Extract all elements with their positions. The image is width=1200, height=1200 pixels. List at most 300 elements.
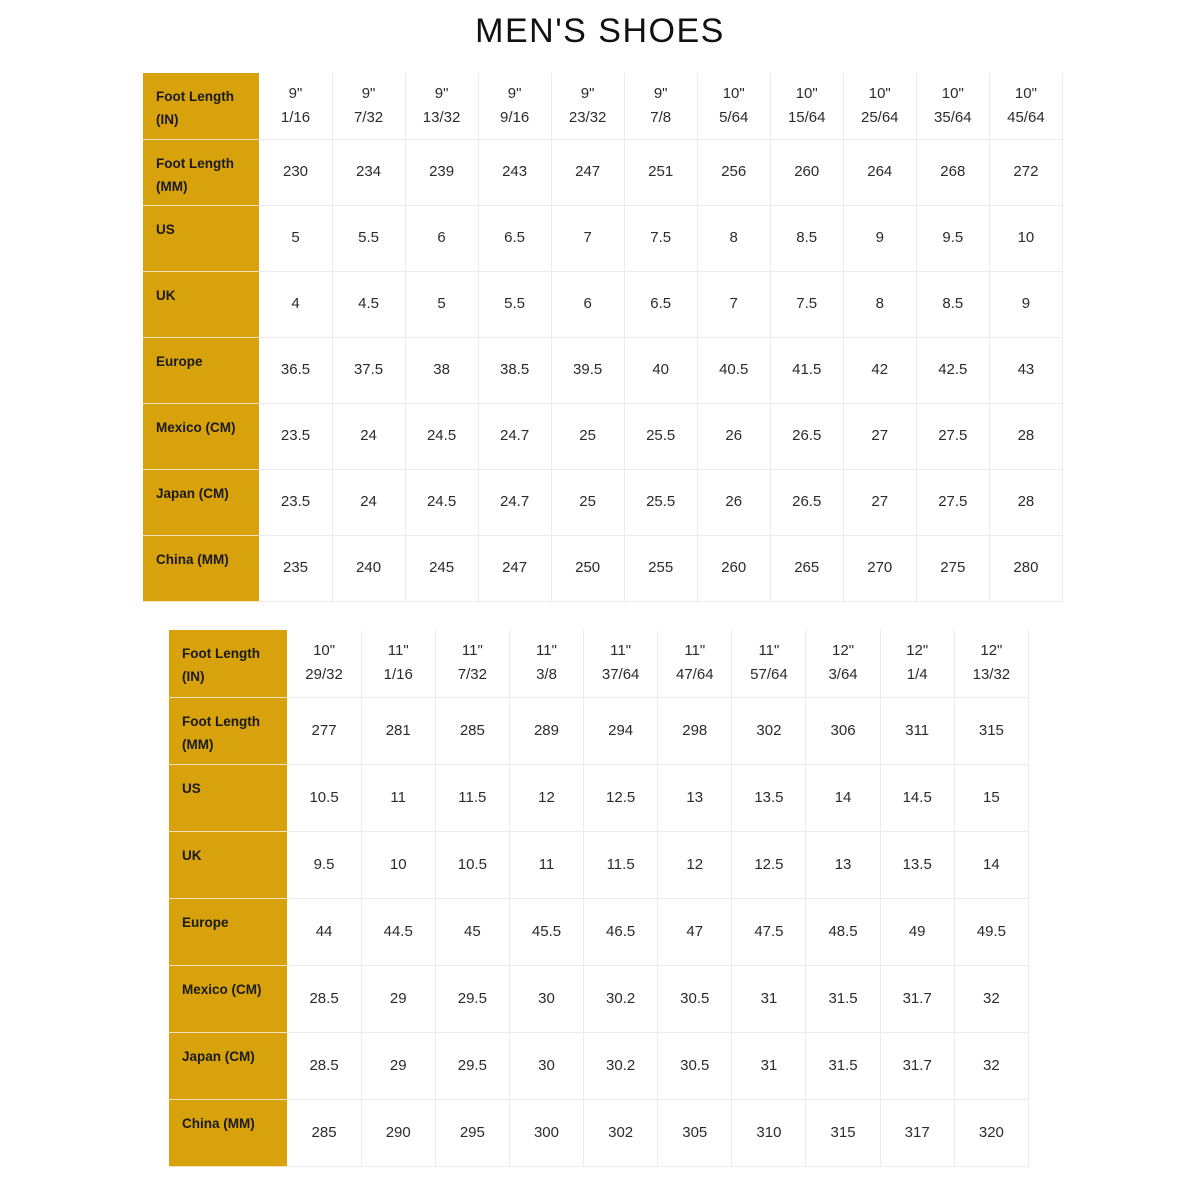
size-value: 8 xyxy=(729,229,738,246)
size-cell xyxy=(551,337,624,403)
size-value: 43 xyxy=(1017,361,1035,378)
size-cell xyxy=(880,630,954,697)
size-row-china xyxy=(143,535,1063,601)
size-value: 27 xyxy=(871,427,889,444)
size-value: 31.5 xyxy=(828,1056,858,1074)
size-cell xyxy=(287,764,361,831)
size-value: 36.5 xyxy=(280,361,311,378)
size-value: 7.5 xyxy=(650,229,672,246)
size-cell xyxy=(361,831,435,898)
row-label-text: Foot Length (MM) xyxy=(182,713,260,752)
size-cell xyxy=(732,965,806,1032)
size-cell xyxy=(478,337,551,403)
size-row-europe xyxy=(169,898,1029,965)
size-value: 29.5 xyxy=(457,1056,487,1074)
size-cell xyxy=(989,403,1062,469)
size-cell xyxy=(732,1032,806,1099)
size-cell xyxy=(770,403,843,469)
size-value: 49.5 xyxy=(976,922,1006,940)
size-value: 45 xyxy=(464,922,481,940)
size-cell xyxy=(287,697,361,764)
size-value: 302 xyxy=(756,721,782,739)
size-row-uk xyxy=(143,271,1063,337)
size-value: 5 xyxy=(437,295,446,312)
size-value: 28 xyxy=(1017,427,1035,444)
size-value: 239 xyxy=(429,163,455,180)
size-value: 32 xyxy=(983,1056,1000,1074)
size-cell xyxy=(259,469,332,535)
size-cell xyxy=(697,205,770,271)
size-value: 12" 13/32 xyxy=(972,642,1011,684)
size-cell xyxy=(624,73,697,139)
size-cell xyxy=(916,73,989,139)
row-label xyxy=(143,535,259,601)
size-cell xyxy=(658,898,732,965)
row-label xyxy=(169,630,287,697)
size-value: 13 xyxy=(834,855,852,873)
size-cell xyxy=(259,271,332,337)
size-cell xyxy=(806,697,880,764)
size-value: 13.5 xyxy=(902,855,932,873)
size-cell xyxy=(806,965,880,1032)
row-label-text: UK xyxy=(156,287,176,303)
size-cell xyxy=(332,535,405,601)
size-cell xyxy=(332,469,405,535)
size-value: 251 xyxy=(648,163,674,180)
size-cell xyxy=(332,139,405,205)
size-value: 47.5 xyxy=(754,922,784,940)
size-value: 294 xyxy=(608,721,634,739)
row-label xyxy=(169,764,287,831)
size-cell xyxy=(478,271,551,337)
size-cell xyxy=(732,1099,806,1166)
size-value: 23.5 xyxy=(280,493,311,510)
size-cell xyxy=(624,469,697,535)
row-label-text: Foot Length (IN) xyxy=(182,646,260,684)
size-value: 25.5 xyxy=(646,427,676,444)
size-value: 300 xyxy=(533,1123,559,1141)
size-cell xyxy=(916,337,989,403)
row-label xyxy=(143,337,259,403)
size-value: 26.5 xyxy=(792,493,822,510)
size-value: 9" 23/32 xyxy=(568,84,607,126)
size-cell xyxy=(843,73,916,139)
size-value: 9" 7/8 xyxy=(650,84,672,126)
size-cell xyxy=(509,1099,583,1166)
size-value: 272 xyxy=(1013,163,1039,180)
size-value: 9" 13/32 xyxy=(422,84,461,126)
size-value: 247 xyxy=(575,163,601,180)
size-value: 234 xyxy=(356,163,382,180)
size-value: 40.5 xyxy=(719,361,749,378)
size-row-uk xyxy=(169,831,1029,898)
row-label-text: Japan (CM) xyxy=(156,485,229,501)
size-value: 10" 35/64 xyxy=(934,84,972,126)
row-label xyxy=(143,469,259,535)
row-label-text: UK xyxy=(182,847,202,863)
size-value: 260 xyxy=(794,163,820,180)
size-cell xyxy=(954,831,1028,898)
size-value: 31.7 xyxy=(902,989,932,1007)
size-cell xyxy=(287,898,361,965)
size-value: 25 xyxy=(579,493,596,510)
size-cell xyxy=(584,965,658,1032)
row-label xyxy=(143,271,259,337)
size-value: 6.5 xyxy=(650,295,672,312)
size-cell xyxy=(916,535,989,601)
size-cell xyxy=(259,403,332,469)
size-cell xyxy=(989,469,1062,535)
row-label-text: US xyxy=(182,780,201,796)
size-cell xyxy=(806,630,880,697)
size-cell xyxy=(916,139,989,205)
size-cell xyxy=(287,831,361,898)
size-value: 25 xyxy=(579,427,596,444)
size-cell xyxy=(658,1099,732,1166)
size-cell xyxy=(332,403,405,469)
size-value: 6 xyxy=(583,295,592,312)
size-cell xyxy=(770,205,843,271)
size-cell xyxy=(435,630,509,697)
row-label xyxy=(143,139,259,205)
size-value: 29 xyxy=(389,1056,407,1074)
size-value: 280 xyxy=(1013,559,1039,576)
size-cell xyxy=(989,535,1062,601)
size-cell xyxy=(551,469,624,535)
size-value: 42.5 xyxy=(938,361,968,378)
size-cell xyxy=(509,898,583,965)
size-cell xyxy=(697,535,770,601)
row-label xyxy=(169,697,287,764)
size-value: 30 xyxy=(538,989,555,1007)
size-cell xyxy=(697,337,770,403)
size-value: 7 xyxy=(729,295,738,312)
size-value: 24.7 xyxy=(500,493,530,510)
row-label xyxy=(169,1099,287,1166)
size-cell xyxy=(770,271,843,337)
size-cell xyxy=(916,205,989,271)
size-cell xyxy=(916,271,989,337)
size-cell xyxy=(361,630,435,697)
size-cell xyxy=(405,271,478,337)
size-cell xyxy=(287,965,361,1032)
size-cell xyxy=(658,630,732,697)
size-cell xyxy=(361,898,435,965)
size-cell xyxy=(405,139,478,205)
size-cell xyxy=(478,403,551,469)
size-value: 23.5 xyxy=(280,427,311,444)
size-value: 11 xyxy=(390,788,406,806)
size-value: 41.5 xyxy=(792,361,822,378)
size-value: 27 xyxy=(871,493,889,510)
size-cell xyxy=(551,535,624,601)
size-cell xyxy=(435,1099,509,1166)
size-cell xyxy=(989,271,1062,337)
size-cell xyxy=(989,139,1062,205)
size-cell xyxy=(624,139,697,205)
size-value: 8.5 xyxy=(796,229,818,246)
size-value: 230 xyxy=(283,163,309,180)
size-value: 13 xyxy=(686,788,704,806)
size-row-mexico xyxy=(143,403,1063,469)
row-label xyxy=(143,403,259,469)
size-cell xyxy=(770,337,843,403)
size-cell xyxy=(584,1032,658,1099)
size-cell xyxy=(880,898,954,965)
size-value: 9" 7/32 xyxy=(353,84,384,126)
size-cell xyxy=(806,831,880,898)
size-cell xyxy=(361,697,435,764)
size-value: 275 xyxy=(940,559,966,576)
row-label-text: Europe xyxy=(182,914,229,930)
size-cell xyxy=(954,1032,1028,1099)
size-value: 310 xyxy=(756,1123,782,1141)
size-cell xyxy=(954,1099,1028,1166)
size-chart-table xyxy=(143,73,1063,602)
size-cell xyxy=(361,764,435,831)
size-row-europe xyxy=(143,337,1063,403)
size-cell xyxy=(843,469,916,535)
size-value: 31 xyxy=(760,1056,778,1074)
size-value: 28 xyxy=(1017,493,1035,510)
size-value: 29 xyxy=(389,989,407,1007)
size-cell xyxy=(259,337,332,403)
size-cell xyxy=(954,898,1028,965)
row-label-text: Mexico (CM) xyxy=(182,981,262,997)
size-cell xyxy=(551,139,624,205)
size-value: 47 xyxy=(686,922,704,940)
size-value: 8.5 xyxy=(942,295,964,312)
size-value: 4 xyxy=(291,295,300,312)
size-value: 32 xyxy=(983,989,1000,1007)
size-value: 277 xyxy=(311,721,337,739)
page-title: MEN'S SHOES xyxy=(475,12,725,50)
size-value: 10 xyxy=(1017,229,1035,246)
size-row-us xyxy=(169,764,1029,831)
size-cell xyxy=(770,139,843,205)
size-row-us xyxy=(143,205,1063,271)
size-value: 11" 1/16 xyxy=(383,642,413,684)
size-value: 245 xyxy=(429,559,455,576)
size-cell xyxy=(435,965,509,1032)
size-cell xyxy=(584,1099,658,1166)
size-value: 30 xyxy=(538,1056,555,1074)
size-value: 27.5 xyxy=(938,427,968,444)
size-cell xyxy=(584,831,658,898)
size-cell xyxy=(405,469,478,535)
row-label xyxy=(169,1032,287,1099)
size-value: 315 xyxy=(830,1123,856,1141)
size-cell xyxy=(332,73,405,139)
size-value: 30.2 xyxy=(606,989,636,1007)
size-cell xyxy=(916,469,989,535)
size-row-foot-mm xyxy=(169,697,1029,764)
size-value: 10" 25/64 xyxy=(860,84,899,126)
size-value: 311 xyxy=(905,721,930,739)
size-value: 39.5 xyxy=(573,361,603,378)
size-value: 285 xyxy=(311,1123,337,1141)
size-value: 295 xyxy=(459,1123,485,1141)
size-value: 24 xyxy=(360,427,377,444)
size-cell xyxy=(697,469,770,535)
size-cell xyxy=(697,403,770,469)
size-value: 44 xyxy=(315,922,333,940)
size-value: 255 xyxy=(648,559,674,576)
size-cell xyxy=(624,403,697,469)
size-value: 290 xyxy=(385,1123,411,1141)
size-cell xyxy=(551,403,624,469)
size-value: 14 xyxy=(834,788,852,806)
size-cell xyxy=(287,1099,361,1166)
size-value: 24 xyxy=(360,493,377,510)
size-cell xyxy=(989,205,1062,271)
size-value: 9 xyxy=(875,229,884,246)
size-cell xyxy=(624,337,697,403)
size-row-foot-mm xyxy=(143,139,1063,205)
size-cell xyxy=(843,403,916,469)
size-value: 281 xyxy=(385,721,411,739)
size-cell xyxy=(509,764,583,831)
size-cell xyxy=(584,764,658,831)
size-value: 31.7 xyxy=(902,1056,932,1074)
size-cell xyxy=(954,630,1028,697)
size-cell xyxy=(697,73,770,139)
size-cell xyxy=(332,337,405,403)
size-value: 270 xyxy=(867,559,893,576)
size-row-japan xyxy=(143,469,1063,535)
size-cell xyxy=(259,205,332,271)
size-row-foot-in xyxy=(169,630,1029,697)
size-value: 14.5 xyxy=(902,788,932,806)
size-cell xyxy=(732,898,806,965)
size-value: 285 xyxy=(459,721,485,739)
size-cell xyxy=(478,535,551,601)
size-value: 10" 29/32 xyxy=(305,642,343,684)
size-cell xyxy=(361,1099,435,1166)
size-cell xyxy=(732,697,806,764)
size-cell xyxy=(658,965,732,1032)
size-cell xyxy=(770,535,843,601)
size-value: 7 xyxy=(583,229,592,246)
size-value: 260 xyxy=(721,559,747,576)
size-value: 9" 9/16 xyxy=(500,84,530,126)
size-value: 306 xyxy=(830,721,856,739)
size-value: 12" 1/4 xyxy=(906,642,929,684)
size-cell xyxy=(624,271,697,337)
size-value: 14 xyxy=(983,855,1000,873)
size-cell xyxy=(806,898,880,965)
size-cell xyxy=(478,139,551,205)
size-value: 12" 3/64 xyxy=(828,642,858,684)
size-cell xyxy=(287,1032,361,1099)
size-value: 28.5 xyxy=(309,989,339,1007)
size-value: 30.5 xyxy=(680,989,710,1007)
size-value: 48.5 xyxy=(828,922,858,940)
size-cell xyxy=(405,403,478,469)
row-label xyxy=(169,831,287,898)
row-label-text: US xyxy=(156,221,175,237)
size-value: 11.5 xyxy=(606,855,635,873)
size-cell xyxy=(332,271,405,337)
size-value: 9.5 xyxy=(942,229,964,246)
size-cell xyxy=(551,73,624,139)
size-cell xyxy=(880,1032,954,1099)
size-value: 49 xyxy=(908,922,926,940)
size-value: 11.5 xyxy=(458,788,487,806)
size-value: 28.5 xyxy=(309,1056,339,1074)
size-cell xyxy=(880,831,954,898)
size-cell xyxy=(584,697,658,764)
size-value: 4.5 xyxy=(358,295,379,312)
size-value: 6.5 xyxy=(504,229,526,246)
size-cell xyxy=(658,1032,732,1099)
size-cell xyxy=(259,535,332,601)
size-cell xyxy=(509,965,583,1032)
size-value: 235 xyxy=(283,559,309,576)
row-label xyxy=(169,898,287,965)
size-row-japan xyxy=(169,1032,1029,1099)
size-value: 24.5 xyxy=(426,493,457,510)
size-cell xyxy=(435,1032,509,1099)
row-label xyxy=(143,205,259,271)
size-cell xyxy=(405,73,478,139)
size-value: 42 xyxy=(871,361,889,378)
size-cell xyxy=(584,630,658,697)
size-cell xyxy=(435,697,509,764)
size-cell xyxy=(916,403,989,469)
size-value: 11" 57/64 xyxy=(750,642,788,684)
size-cell xyxy=(405,205,478,271)
size-cell xyxy=(259,73,332,139)
size-value: 12.5 xyxy=(754,855,784,873)
size-cell xyxy=(584,898,658,965)
size-value: 40 xyxy=(652,361,670,378)
size-value: 10" 5/64 xyxy=(719,84,749,126)
size-value: 11" 47/64 xyxy=(676,642,714,684)
size-cell xyxy=(697,271,770,337)
size-cell xyxy=(989,337,1062,403)
size-value: 30.5 xyxy=(680,1056,710,1074)
size-cell xyxy=(624,205,697,271)
size-value: 5.5 xyxy=(504,295,526,312)
size-cell xyxy=(954,764,1028,831)
row-label-text: China (MM) xyxy=(156,551,229,567)
size-cell xyxy=(697,139,770,205)
size-value: 8 xyxy=(875,295,884,312)
size-cell xyxy=(954,697,1028,764)
row-label-text: Foot Length (MM) xyxy=(156,155,234,194)
size-value: 30.2 xyxy=(606,1056,636,1074)
size-value: 247 xyxy=(502,559,528,576)
size-cell xyxy=(405,337,478,403)
size-cell xyxy=(287,630,361,697)
size-value: 15 xyxy=(983,788,1000,806)
size-value: 11" 7/32 xyxy=(457,642,487,684)
size-value: 302 xyxy=(608,1123,634,1141)
size-value: 6 xyxy=(437,229,446,246)
size-cell xyxy=(509,630,583,697)
size-value: 26.5 xyxy=(792,427,822,444)
size-value: 9 xyxy=(1021,295,1031,312)
size-value: 240 xyxy=(356,559,382,576)
size-value: 26 xyxy=(725,493,743,510)
row-label-text: Europe xyxy=(156,353,203,369)
size-cell xyxy=(770,469,843,535)
size-cell xyxy=(658,764,732,831)
size-cell xyxy=(551,205,624,271)
size-value: 24.5 xyxy=(426,427,457,444)
size-value: 298 xyxy=(682,721,708,739)
